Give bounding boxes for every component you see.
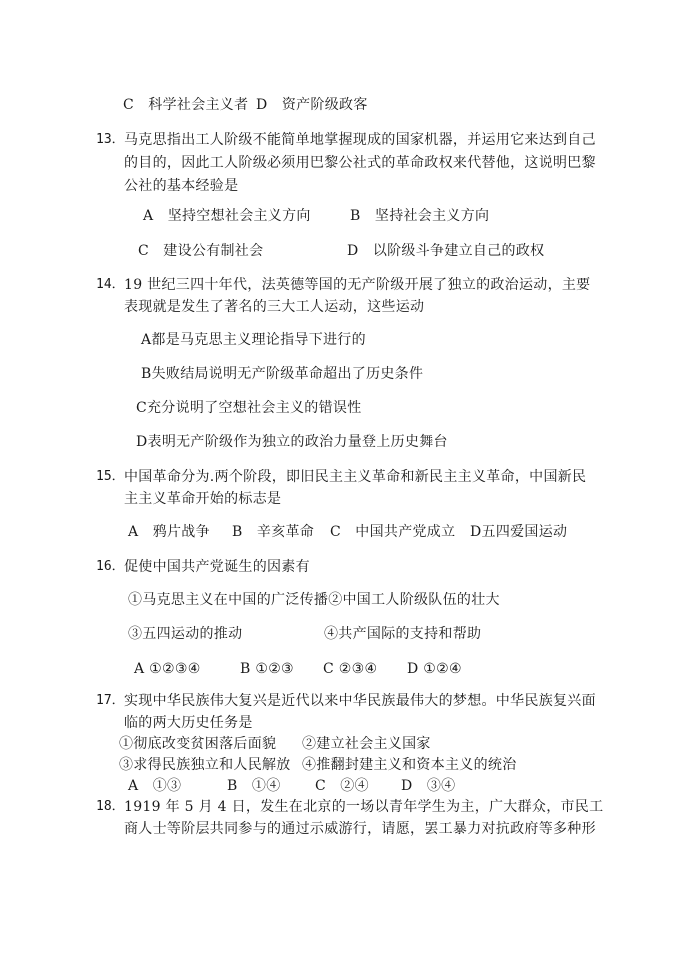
q16-stem-line-1: 促使中国共产党诞生的因素有 — [124, 559, 310, 575]
q16-statement-4: ④共产国际的支持和帮助 — [324, 626, 482, 642]
q17-statement-4: ④推翻封建主义和资本主义的统治 — [302, 757, 517, 773]
q17-option-a: A ①③ — [128, 778, 182, 794]
q16-option-d: D ①②④ — [407, 661, 462, 677]
q17-stem-line-2: 临的两大历史任务是 — [124, 715, 253, 731]
q17-stem-line-1: 实现中华民族伟大复兴是近代以来中华民族最伟大的梦想。中华民族复兴面 — [124, 693, 596, 709]
q16-option-a: A ①②③④ — [134, 661, 201, 677]
q12-option-d: D 资产阶级政客 — [256, 97, 368, 113]
q17-statement-3: ③求得民族独立和人民解放 — [119, 757, 291, 773]
q15-option-d: D五四爱国运动 — [470, 524, 568, 540]
q16-option-b: B ①②③ — [240, 661, 294, 677]
q13-option-c: C 建设公有制社会 — [138, 243, 264, 259]
q15-stem-line-1: 中国革命分为.两个阶段，即旧民主主义革命和新民主主义革命，中国新民 — [124, 469, 587, 485]
q17-option-d: D ③④ — [401, 778, 456, 794]
q13-stem-line-3: 公社的基本经验是 — [124, 178, 239, 194]
q15-option-a: A 鸦片战争 — [128, 524, 210, 540]
q13-number: 13． — [96, 132, 125, 147]
q15-stem-line-2: 主主义革命开始的标志是 — [124, 491, 282, 507]
q14-stem-line-1: 19 世纪三四十年代，法英德等国的无产阶级开展了独立的政治运动，主要 — [124, 277, 591, 293]
q17-statement-1: ①彻底改变贫困落后面貌 — [119, 736, 277, 752]
q14-option-c: C充分说明了空想社会主义的错误性 — [136, 400, 362, 416]
q16-number: 16． — [96, 559, 125, 574]
q14-number: 14． — [96, 277, 125, 292]
q17-option-b: B ①④ — [227, 778, 281, 794]
q16-statement-3: ③五四运动的推动 — [128, 626, 243, 642]
q14-option-a: A都是马克思主义理论指导下进行的 — [141, 332, 366, 348]
q15-number: 15． — [96, 469, 125, 484]
q16-statement-1-2: ①马克思主义在中国的广泛传播②中国工人阶级队伍的壮大 — [128, 592, 500, 608]
q14-option-d: D表明无产阶级作为独立的政治力量登上历史舞台 — [136, 434, 448, 450]
q18-number: 18． — [96, 799, 125, 814]
q13-stem-line-1: 马克思指出工人阶级不能简单地掌握现成的国家机器，并运用它来达到自己 — [124, 132, 596, 148]
q14-option-b: B失败结局说明无产阶级革命超出了历史条件 — [141, 366, 424, 382]
q18-stem-line-2: 商人士等阶层共同参与的通过示威游行，请愿，罢工暴力对抗政府等多种形 — [124, 821, 596, 837]
q13-option-d: D 以阶级斗争建立自己的政权 — [347, 243, 545, 259]
q17-statement-2: ②建立社会主义国家 — [302, 736, 431, 752]
q12-option-c: C 科学社会主义者 — [123, 97, 249, 113]
q18-stem-line-1: 1919 年 5 月 4 日，发生在北京的一场以青年学生为主，广大群众，市民工 — [124, 799, 604, 815]
q13-option-a: A 坚持空想社会主义方向 — [143, 208, 311, 224]
q17-option-c: C ②④ — [315, 778, 369, 794]
q13-option-b: B 坚持社会主义方向 — [350, 208, 490, 224]
q16-option-c: C ②③④ — [323, 661, 378, 677]
q13-stem-line-2: 的目的，因此工人阶级必须用巴黎公社式的革命政权来代替他，这说明巴黎 — [124, 155, 596, 171]
q14-stem-line-2: 表现就是发生了著名的三大工人运动，这些运动 — [124, 299, 425, 315]
q15-option-c: C 中国共产党成立 — [330, 524, 456, 540]
q15-option-b: B 辛亥革命 — [232, 524, 315, 540]
q17-number: 17． — [96, 693, 125, 708]
